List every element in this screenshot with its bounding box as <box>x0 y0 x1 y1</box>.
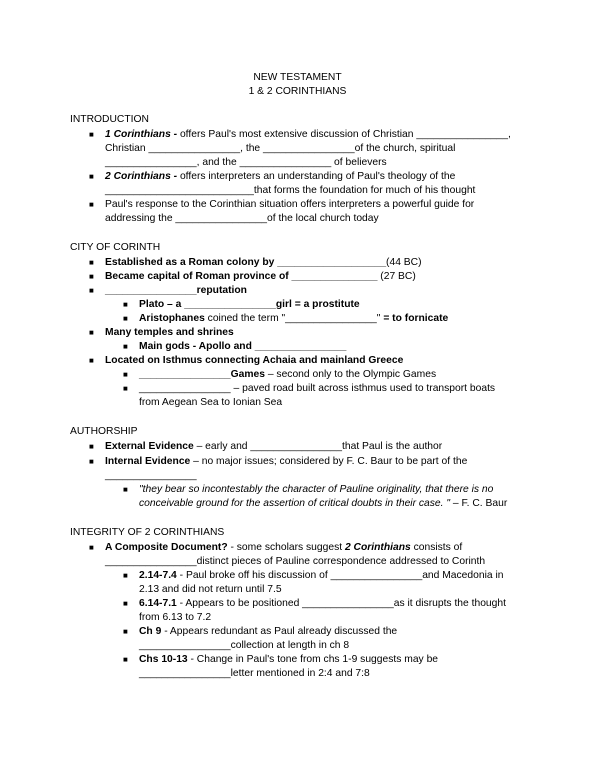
city-item-2-text: (27 BC) <box>377 271 416 282</box>
aristophanes-text: coined the term "________________" <box>204 313 384 324</box>
city-item-1-text: (44 BC) <box>386 257 422 268</box>
aristophanes-name: Aristophanes <box>139 313 205 324</box>
section-heading-city: CITY OF CORINTH <box>70 242 161 253</box>
ref-chs-10-13: Chs 10-13 <box>139 654 188 665</box>
internal-evidence-text: – no major issues; considered by F. C. Baur to be part of the <box>190 456 468 467</box>
bullet-icon: ■ <box>89 130 94 139</box>
intro-item-3: Paul's response to the Corinthian situation offers interpreters a powerful guide for <box>105 199 475 210</box>
bullet-icon: ■ <box>123 300 128 309</box>
aristophanes-meaning: = to fornicate <box>383 313 449 324</box>
intro-item-1-line-2: Christian ________________, the ________________of the church, spiritual <box>105 143 456 154</box>
composite-label: A Composite Document? <box>105 542 228 553</box>
road-blank: ________________ <box>139 383 231 394</box>
section-heading-authorship: AUTHORSHIP <box>70 426 138 437</box>
city-item-5: Located on Isthmus connecting Achaia and mainland Greece <box>105 355 404 366</box>
external-evidence-text: – early and ________________that Paul is the author <box>193 441 443 452</box>
bullet-icon: ■ <box>89 457 94 466</box>
city-subitem-road <box>139 382 495 396</box>
section-heading-introduction: INTRODUCTION <box>70 114 149 125</box>
bullet-icon: ■ <box>89 172 94 181</box>
bullet-icon: ■ <box>123 384 128 393</box>
city-item-1 <box>105 256 422 270</box>
ref-ch-9-text: - Appears redundant as Paul already discussed the <box>161 626 398 637</box>
city-item-1-bold: Established as a Roman colony by ___________________ <box>105 257 387 268</box>
ref-chs-10-13-text: - Change in Paul's tone from chs 1-9 suggests may be <box>187 654 439 665</box>
bullet-icon: ■ <box>123 370 128 379</box>
city-subitem-gods: Main gods - Apollo and ________________ <box>139 341 347 352</box>
bullet-icon: ■ <box>123 342 128 351</box>
integrity-subitem-1 <box>139 569 503 583</box>
intro-item-1-line-3: ________________, and the ________________ of believers <box>105 157 387 168</box>
intro-item-1 <box>105 128 511 142</box>
city-item-2 <box>105 270 416 284</box>
integrity-item-1-line-2: ________________distinct pieces of Pauline correspondence addressed to Corinth <box>105 556 486 567</box>
integrity-subitem-3-line-2: ________________collection at length in ch 8 <box>139 640 350 651</box>
games-text: – second only to the Olympic Games <box>264 369 437 380</box>
integrity-subitem-1-line-2: 2.13 and did not return until 7.5 <box>139 584 282 595</box>
baur-quote: "they bear so incontestably the character of Pauline originality, that there is no <box>139 484 494 495</box>
authorship-item-1 <box>105 440 442 454</box>
bullet-icon: ■ <box>123 655 128 664</box>
intro-item-2-line-2: __________________________that forms the foundation for much of his thought <box>105 185 476 196</box>
intro-item-1-text: offers Paul's most extensive discussion of Christian ________________, <box>177 129 511 140</box>
bullet-icon: ■ <box>123 627 128 636</box>
intro-item-2 <box>105 170 455 184</box>
intro-item-1-em: 1 Corinthians - <box>105 129 178 140</box>
bullet-icon: ■ <box>89 258 94 267</box>
page-subtitle: 1 & 2 CORINTHIANS <box>248 86 347 97</box>
city-subitem-games <box>139 368 436 382</box>
ref-6-14-text: - Appears to be positioned ________________as it disrupts the thought <box>176 598 506 609</box>
city-item-3: ________________reputation <box>105 285 247 296</box>
page-title: NEW TESTAMENT <box>253 72 342 83</box>
intro-item-3-line-2: addressing the ________________of the local church today <box>105 213 379 224</box>
external-evidence-label: External Evidence <box>105 441 194 452</box>
integrity-subitem-2 <box>139 597 506 611</box>
composite-text-1: - some scholars suggest <box>227 542 345 553</box>
bullet-icon: ■ <box>123 485 128 494</box>
authorship-item-2 <box>105 455 467 469</box>
bullet-icon: ■ <box>89 356 94 365</box>
baur-quote-attribution: – F. C. Baur <box>450 498 508 509</box>
section-heading-integrity: INTEGRITY OF 2 CORINTHIANS <box>70 527 225 538</box>
city-item-4: Many temples and shrines <box>105 327 234 338</box>
integrity-subitem-4-line-2: ________________letter mentioned in 2:4 and 7:8 <box>139 668 370 679</box>
road-text: – paved road built across isthmus used to transport boats <box>233 383 496 394</box>
baur-quote-text: conceivable ground for the assertion of critical doubts in their case. " <box>139 498 451 509</box>
integrity-subitem-2-line-2: from 6.13 to 7.2 <box>139 612 212 623</box>
ref-2-14: 2.14-7.4 <box>139 570 177 581</box>
bullet-icon: ■ <box>123 314 128 323</box>
integrity-item-1 <box>105 541 462 555</box>
bullet-icon: ■ <box>123 571 128 580</box>
city-subitem-road-line-2: from Aegean Sea to Ionian Sea <box>139 397 283 408</box>
ref-2-14-text: - Paul broke off his discussion of ________________and Macedonia in <box>176 570 504 581</box>
bullet-icon: ■ <box>89 272 94 281</box>
baur-quote-line-2 <box>139 497 507 511</box>
ref-ch-9: Ch 9 <box>139 626 162 637</box>
integrity-subitem-4 <box>139 653 438 667</box>
bullet-icon: ■ <box>89 328 94 337</box>
integrity-subitem-3 <box>139 625 397 639</box>
intro-item-2-text: offers interpreters an understanding of Paul's theology of the <box>177 171 456 182</box>
composite-book: 2 Corinthians <box>344 542 411 553</box>
city-item-2-bold: Became capital of Roman province of _______________ <box>105 271 378 282</box>
bullet-icon: ■ <box>89 286 94 295</box>
bullet-icon: ■ <box>89 200 94 209</box>
games-bold: ________________Games <box>139 369 265 380</box>
bullet-icon: ■ <box>89 442 94 451</box>
internal-evidence-label: Internal Evidence <box>105 456 191 467</box>
authorship-item-2-line-2: ________________ <box>105 470 197 481</box>
city-subitem-aristophanes <box>139 312 448 326</box>
intro-item-2-em: 2 Corinthians - <box>105 171 178 182</box>
bullet-icon: ■ <box>89 543 94 552</box>
bullet-icon: ■ <box>123 599 128 608</box>
composite-text-2: consists of <box>410 542 463 553</box>
city-subitem-plato: Plato – a ________________girl = a prostitute <box>139 299 360 310</box>
ref-6-14: 6.14-7.1 <box>139 598 177 609</box>
